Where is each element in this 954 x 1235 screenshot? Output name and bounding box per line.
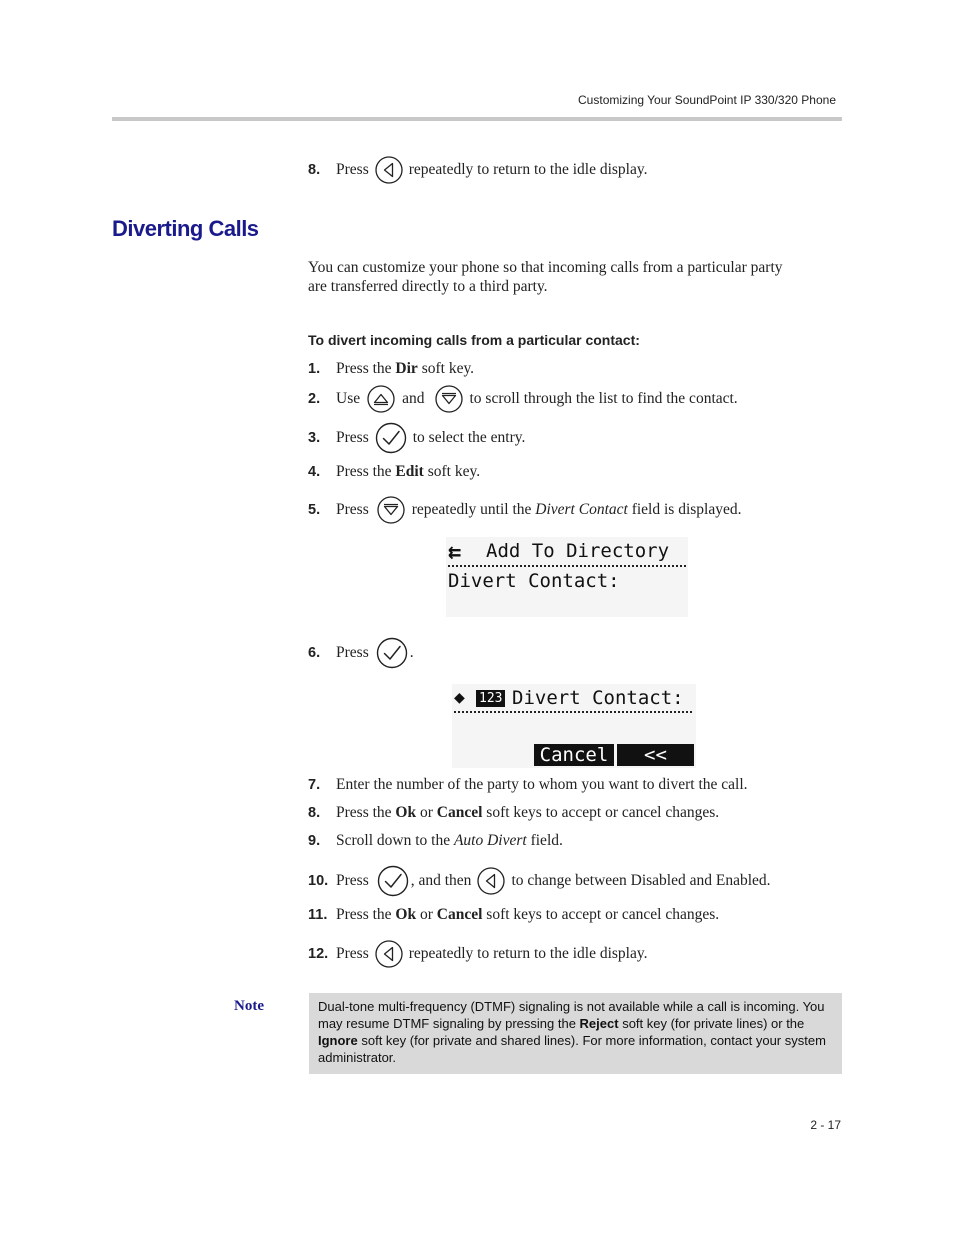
- step-number: 12.: [308, 946, 329, 962]
- step-text: Scroll down to the: [336, 832, 451, 849]
- note-keyword: Reject: [579, 1016, 619, 1031]
- procedure-title: To divert incoming calls from a particular contact:: [308, 332, 640, 348]
- step-text: repeatedly to return to the idle display.: [408, 161, 648, 178]
- down-arrow-key-icon: [377, 496, 405, 524]
- step-text: Press: [336, 644, 369, 661]
- step-number: 8.: [308, 805, 321, 821]
- left-arrow-key-icon: [477, 867, 505, 895]
- step-keyword: Ok: [395, 804, 417, 821]
- step-text: Press the: [336, 804, 392, 821]
- step-text: Press: [336, 501, 369, 518]
- step-10: [308, 865, 771, 897]
- screen-divider: [454, 711, 692, 713]
- step-text: to select the entry.: [412, 429, 526, 446]
- step-text: .: [409, 644, 414, 661]
- step-keyword: Cancel: [436, 804, 483, 821]
- left-arrow-key-icon: [375, 156, 403, 184]
- step-text: or: [419, 906, 433, 923]
- step-text: Press: [336, 872, 369, 889]
- step-1: [308, 360, 474, 378]
- field-name: Divert Contact: [535, 501, 628, 518]
- select-check-key-icon: [376, 637, 408, 669]
- step-text: Press: [336, 945, 369, 962]
- intro-line-1: You can customize your phone so that incoming calls from a particular party: [308, 259, 783, 276]
- step-12: [308, 940, 647, 968]
- step-text: to change between Disabled and Enabled.: [511, 872, 771, 889]
- select-check-key-icon: [375, 422, 407, 454]
- field-name: Auto Divert: [453, 832, 527, 849]
- nav-diamond-icon: ◆: [454, 687, 465, 708]
- step-text: Use: [336, 390, 361, 407]
- step-number: 4.: [308, 464, 321, 480]
- step-5: [308, 496, 741, 524]
- running-header: Customizing Your SoundPoint IP 330/320 Phone: [578, 93, 836, 107]
- step-3: [308, 422, 525, 454]
- step-keyword: Ok: [395, 906, 417, 923]
- cancel-softkey[interactable]: Cancel: [534, 744, 614, 766]
- up-arrow-key-icon: [366, 385, 396, 413]
- screen-line-2: Divert Contact:: [448, 570, 620, 592]
- step-text: soft keys to accept or cancel changes.: [486, 906, 720, 923]
- screen-divider: [448, 565, 686, 567]
- step-text: repeatedly to return to the idle display.: [408, 945, 648, 962]
- screen-line-1: Divert Contact:: [512, 687, 684, 709]
- step-number: 5.: [308, 502, 321, 518]
- section-title: Diverting Calls: [112, 216, 259, 241]
- step-text: , and then: [410, 872, 472, 889]
- step-number: 10.: [308, 873, 329, 889]
- step-text: Enter the number of the party to whom you want to divert the call.: [336, 776, 748, 793]
- step-number: 2.: [308, 391, 321, 407]
- note-text: soft key (for private and shared lines). For more information, contact your system administrator.: [318, 1033, 826, 1065]
- note-text: Dual-tone multi-frequency (DTMF) signaling is not available while a call is incoming. You may resume DTMF signaling by pressing the: [318, 999, 825, 1031]
- step-number: 6.: [308, 645, 321, 661]
- page-number: 2 - 17: [810, 1118, 841, 1132]
- step-number: 3.: [308, 430, 321, 446]
- step-8-idle: [308, 156, 647, 184]
- step-text: or: [419, 804, 433, 821]
- note-label: Note: [234, 998, 264, 1014]
- screen-line-1: Add To Directory: [486, 540, 670, 562]
- step-keyword: Dir: [395, 360, 418, 377]
- step-text: soft key.: [421, 360, 475, 377]
- step-6: [308, 637, 414, 669]
- back-softkey[interactable]: <<: [617, 744, 694, 766]
- select-check-key-icon: [377, 865, 409, 897]
- step-7: [308, 776, 748, 794]
- step-text: Press: [336, 161, 369, 178]
- step-keyword: Edit: [395, 463, 424, 480]
- step-8: [308, 804, 719, 822]
- note-keyword: Ignore: [318, 1033, 358, 1048]
- phone-screen-add-to-directory: [446, 537, 688, 617]
- step-number: 7.: [308, 777, 321, 793]
- step-number: 8.: [308, 162, 321, 178]
- note-text: soft key (for private lines) or the: [618, 1016, 805, 1031]
- header-rule: [112, 117, 842, 121]
- phone-screen-divert-contact: [452, 684, 696, 768]
- step-4: [308, 463, 480, 481]
- left-arrow-key-icon: [375, 940, 403, 968]
- step-text: to scroll through the list to find the contact.: [469, 390, 738, 407]
- step-keyword: Cancel: [436, 906, 483, 923]
- intro-line-2: are transferred directly to a third party.: [308, 278, 548, 295]
- step-number: 9.: [308, 833, 321, 849]
- phone-dir-icon: ⇇: [448, 540, 462, 565]
- step-text: repeatedly until the: [411, 501, 532, 518]
- step-2: [308, 385, 738, 413]
- step-text: Press the: [336, 906, 392, 923]
- step-text: Press the: [336, 360, 392, 377]
- step-text: Press: [336, 429, 369, 446]
- step-11: [308, 906, 719, 924]
- step-9: [308, 832, 563, 850]
- step-number: 1.: [308, 361, 321, 377]
- down-arrow-key-icon: [434, 385, 464, 413]
- step-text: field is displayed.: [631, 501, 742, 518]
- note-box: [309, 993, 842, 1074]
- step-text: soft keys to accept or cancel changes.: [486, 804, 720, 821]
- step-text: soft key.: [427, 463, 481, 480]
- input-mode-badge: 123: [476, 690, 505, 707]
- step-text: field.: [530, 832, 563, 849]
- step-text: and: [402, 390, 425, 407]
- step-number: 11.: [308, 907, 328, 923]
- step-text: Press the: [336, 463, 392, 480]
